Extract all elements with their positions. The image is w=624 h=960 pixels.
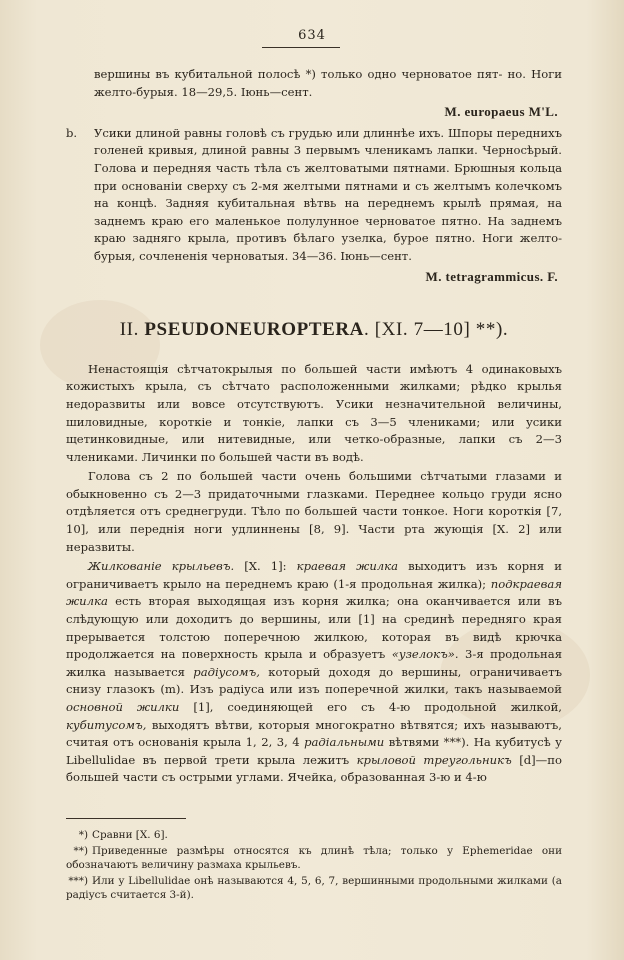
text-span: выходитъ изъ корня и ограничиваетъ крыло на переднемъ краю (1-я продольная жилка); (66, 559, 562, 591)
page-content (66, 66, 562, 787)
venation-heading: Жилкованіе крыльевъ. (88, 559, 235, 574)
section-number: II. (119, 319, 139, 341)
footnote-mark: *) (78, 829, 88, 841)
text-span: 3-я продольная жилка называется (66, 647, 563, 679)
continued-line-2: но. Ноги желто-бурыя. 18—29,5. Іюнь—сент. (94, 67, 562, 99)
term-radial: радіальными (304, 735, 385, 750)
footnote-text: Приведенные размѣры относятся къ длинѣ тѣла; только у Ephemeridae они обозначаютъ величину размаха крыльевъ. (66, 844, 562, 872)
text-span: есть вторая выходящая изъ корня жилка; она оканчивается или въ слѣдующую или доходитъ до вершины, или [1] на срединѣ передняго края прерывается толстою поперечною жилкою, которая въ видѣ крючка продолжается на поверхность крыла и образуетъ (66, 594, 562, 662)
paragraph-2 (66, 468, 562, 556)
section-reference: . [XI. 7—10] **). (364, 319, 509, 341)
paragraph-2-text: Голова съ 2 по большей части очень большими сѣтчатыми глазами и обыкновенно съ 2—3 придаточными глазками. Переднее кольцо груди ясно отдѣляется отъ среднегруди. Тѣло по большей части тонкое. Ноги короткія [7, 10], или переднія ноги удлиннены [8, 9]. Части рта жующія [X. 2] или неразвиты. (66, 469, 562, 554)
text-span: [X. 1]: (234, 559, 297, 574)
term-node: «узелокъ». (391, 647, 459, 662)
section-title: PSEUDONEUROPTERA (144, 319, 365, 341)
term-subcostal-vein: подкраевая жилка (66, 576, 562, 609)
term-wing-triangle: крыловой треугольникъ (356, 752, 512, 767)
footnote-1 (66, 828, 562, 843)
paragraph-1-text: Ненастоящія сѣтчатокрылыя по большей части имѣютъ 4 одинаковыхъ кожистыхъ крыла, съ сѣтчато расположенными жилками; рѣдко крылья недоразвиты или вовсе отсутствуютъ. Усики незначительной величины, шиловидные, короткіе и тонкіе, лапки съ 3—5 члениками; или усики щетинковидные, или нитевидные, или четко-образные, лапки съ 2—3 члениками. Личинки по большей части въ водѣ. (66, 361, 562, 464)
footnote-rule (66, 818, 186, 819)
key-entry-b (66, 125, 562, 266)
entry-text: Усики длиной равны головѣ съ грудью или длиннѣе ихъ. Шпоры переднихъ голеней кривыя, длиной равны 3 первымъ членикамъ лапки. Черносѣрый. Голова и передняя часть тѣла съ желтоватыми пятнами. Брюшныя кольца при основаніи сверху съ 2-мя желтыми пятнами и съ желтымъ колечкомъ на концѣ. Задняя кубитальная вѣтвь на переднемъ крылѣ прямая, на заднемъ краю его маленькое полулунное черноватое пятно. На заднемъ краю задняго крыла, противъ бѣлаго узелка, бурое пятно. Ноги желто-бурыя, сочлененія черноватыя. 34—36. Іюнь—сент. (94, 125, 562, 263)
footnotes (66, 828, 562, 904)
page-number: 634 (298, 28, 326, 43)
footnote-mark: ***) (68, 874, 88, 887)
header-rule (262, 47, 340, 48)
paragraph-1 (66, 361, 562, 467)
text-span: [d]—по большей части съ острыми углами. Ячейка, образованная 3-ю и 4-ю (66, 752, 562, 785)
footnote-text: Сравни [X. 6]. (92, 829, 168, 841)
footnote-mark: **) (73, 844, 88, 857)
text-span: выходятъ вѣтви, которыя многократно вѣтвятся; ихъ называютъ, считая отъ основанія крыла 1, 2, 3, 4 (66, 717, 562, 750)
text-span: который доходя до вершины, ограничиваетъ снизу глазокъ (m). Изъ радіуса или изъ поперечной жилки, такъ называемой (66, 664, 562, 697)
footnote-3 (66, 874, 562, 903)
footnote-text: Или у Libellulidae онѣ называются 4, 5, 6, 7, вершинными продольными жилками (а радіусъ считается 3-й). (66, 874, 562, 902)
section-heading (66, 321, 562, 339)
species-name-europaeus: M. europaeus M'L. (444, 104, 558, 120)
term-radius: радіусомъ, (193, 664, 260, 679)
species-name-tetragrammicus: M. tetragrammicus. F. (425, 268, 558, 284)
term-cubitus: кубитусомъ, (66, 717, 147, 732)
continued-line-1: вершины въ кубитальной полосѣ *) только одно черноватое пят- (94, 67, 503, 81)
text-span: вѣтвями ***). На кубитусѣ у Libellulidae въ первой трети крыла лежитъ (66, 735, 562, 767)
term-basal-vein: основной жилки (66, 700, 180, 714)
continued-text (94, 66, 562, 101)
text-span: [1], соединяющей его съ 4-ю продольной жилкой, (179, 700, 562, 714)
term-costal-vein: краевая жилка (296, 559, 399, 574)
entry-label: b. (66, 125, 78, 140)
paragraph-3 (66, 558, 562, 787)
footnote-2 (66, 844, 562, 873)
